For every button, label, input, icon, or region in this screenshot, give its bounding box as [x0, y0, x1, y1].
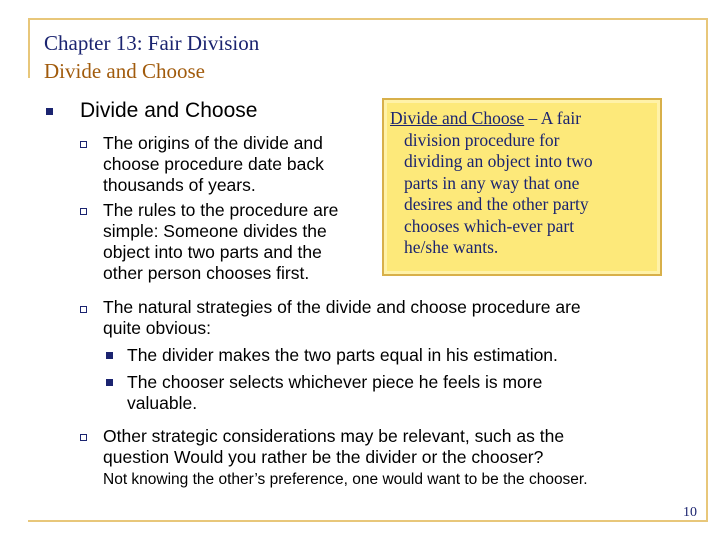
bullet-square-icon [106, 352, 113, 359]
point1-line1: The origins of the divide and [103, 133, 323, 153]
definition-text [390, 108, 658, 259]
bullet-hollow-square-icon [80, 141, 87, 148]
frame-left-rule [28, 18, 30, 78]
slide-title: Chapter 13: Fair Division [44, 31, 260, 55]
bullet-square-icon [46, 108, 53, 115]
frame-bottom-rule [28, 520, 708, 522]
definition-line6: he/she wants. [404, 237, 499, 257]
definition-separator: – A fair [524, 108, 582, 128]
point2-line1: The rules to the procedure are [103, 200, 339, 220]
point2-line2: simple: Someone divides the [103, 221, 327, 241]
point1-line2: choose procedure date back [103, 154, 324, 174]
sub-point2-line1: The chooser selects whichever piece he feels is more [127, 372, 543, 392]
bullet-square-icon [106, 379, 113, 386]
definition-line1: division procedure for [404, 129, 560, 150]
point2-line4: other person chooses first. [103, 263, 310, 283]
definition-term: Divide and Choose [390, 108, 525, 128]
bullet-hollow-square-icon [80, 434, 87, 441]
definition-box [382, 98, 662, 276]
slide-subtitle: Divide and Choose [44, 59, 205, 83]
definition-line3: parts in any way that one [404, 172, 580, 193]
section-heading: Divide and Choose [80, 99, 258, 122]
point2-line3: object into two parts and the [103, 242, 322, 262]
point4-line2: question Would you rather be the divider or the chooser? [103, 447, 544, 467]
bullet-hollow-square-icon [80, 306, 87, 313]
point4-note: Not knowing the other’s preference, one would want to be the chooser. [103, 471, 588, 488]
definition-line2: dividing an object into two [404, 151, 593, 171]
definition-line4: desires and the other party [404, 194, 589, 214]
point3-line2: quite obvious: [103, 318, 211, 338]
point1-line3: thousands of years. [103, 175, 256, 195]
bullet-hollow-square-icon [80, 208, 87, 215]
frame-right-rule [706, 18, 708, 522]
definition-line5: chooses which-ever part [404, 215, 575, 236]
sub-point2-line2: valuable. [127, 393, 198, 413]
frame-top-rule [28, 18, 708, 20]
page-number: 10 [683, 505, 697, 520]
point3-line1: The natural strategies of the divide and choose procedure are [103, 297, 581, 317]
point4-line1: Other strategic considerations may be relevant, such as the [103, 426, 565, 446]
sub-point1: The divider makes the two parts equal in his estimation. [127, 345, 558, 365]
